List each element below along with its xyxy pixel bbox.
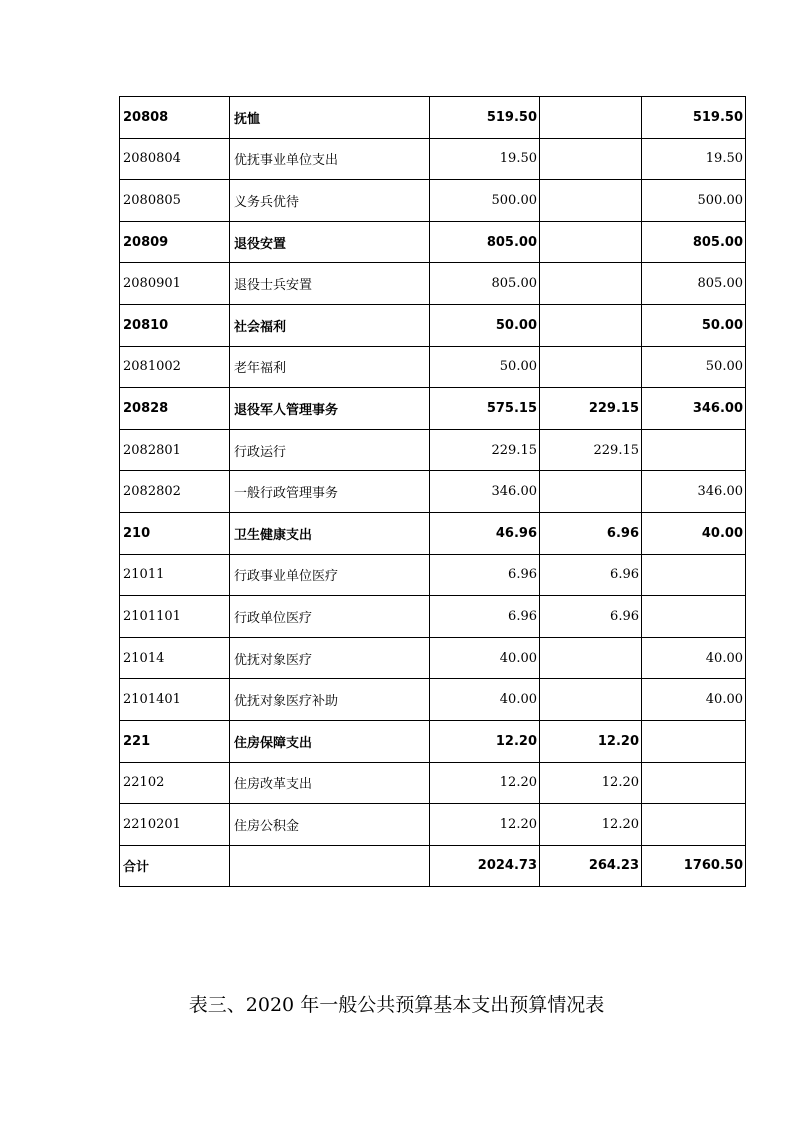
cell-name: 优抚对象医疗补助 [230, 679, 430, 721]
cell-project [642, 554, 746, 596]
cell-name: 优抚对象医疗 [230, 637, 430, 679]
table-row [120, 304, 746, 346]
cell-total: 500.00 [430, 180, 540, 222]
cell-name: 卫生健康支出 [230, 512, 430, 554]
cell-name: 义务兵优待 [230, 180, 430, 222]
cell-total: 805.00 [430, 263, 540, 305]
table-row [120, 845, 746, 887]
cell-name: 退役士兵安置 [230, 263, 430, 305]
cell-name: 老年福利 [230, 346, 430, 388]
table-row [120, 388, 746, 430]
cell-basic: 229.15 [540, 429, 642, 471]
cell-project: 805.00 [642, 221, 746, 263]
cell-name: 一般行政管理事务 [230, 471, 430, 513]
cell-name: 优抚事业单位支出 [230, 138, 430, 180]
table-row [120, 471, 746, 513]
cell-total: 40.00 [430, 679, 540, 721]
cell-total: 575.15 [430, 388, 540, 430]
cell-code: 2081002 [120, 346, 230, 388]
cell-code: 221 [120, 720, 230, 762]
cell-total: 805.00 [430, 221, 540, 263]
cell-basic: 12.20 [540, 804, 642, 846]
cell-total: 6.96 [430, 596, 540, 638]
cell-basic [540, 221, 642, 263]
cell-basic [540, 637, 642, 679]
cell-project: 50.00 [642, 304, 746, 346]
cell-project: 50.00 [642, 346, 746, 388]
cell-project: 19.50 [642, 138, 746, 180]
cell-code: 2080804 [120, 138, 230, 180]
table-row [120, 554, 746, 596]
cell-basic [540, 138, 642, 180]
cell-name: 行政单位医疗 [230, 596, 430, 638]
table-row [120, 97, 746, 139]
cell-project: 40.00 [642, 512, 746, 554]
cell-basic [540, 263, 642, 305]
cell-code: 21011 [120, 554, 230, 596]
cell-code: 210 [120, 512, 230, 554]
cell-basic [540, 97, 642, 139]
cell-code: 20808 [120, 97, 230, 139]
cell-basic: 6.96 [540, 596, 642, 638]
cell-code: 2101101 [120, 596, 230, 638]
budget-table [119, 96, 746, 887]
cell-total: 19.50 [430, 138, 540, 180]
cell-name: 住房改革支出 [230, 762, 430, 804]
cell-project [642, 429, 746, 471]
cell-basic [540, 471, 642, 513]
cell-total: 6.96 [430, 554, 540, 596]
cell-project [642, 596, 746, 638]
cell-total: 40.00 [430, 637, 540, 679]
cell-code: 20810 [120, 304, 230, 346]
cell-code: 2080901 [120, 263, 230, 305]
cell-total: 12.20 [430, 720, 540, 762]
cell-code: 2082802 [120, 471, 230, 513]
table-row [120, 720, 746, 762]
table-row [120, 429, 746, 471]
cell-project: 346.00 [642, 388, 746, 430]
cell-name: 行政事业单位医疗 [230, 554, 430, 596]
cell-project: 805.00 [642, 263, 746, 305]
cell-basic: 12.20 [540, 720, 642, 762]
cell-code: 22102 [120, 762, 230, 804]
cell-name: 行政运行 [230, 429, 430, 471]
cell-code: 2101401 [120, 679, 230, 721]
table-row [120, 138, 746, 180]
cell-project: 40.00 [642, 679, 746, 721]
cell-name: 抚恤 [230, 97, 430, 139]
table-row [120, 263, 746, 305]
cell-name: 社会福利 [230, 304, 430, 346]
cell-project: 40.00 [642, 637, 746, 679]
cell-code: 2210201 [120, 804, 230, 846]
cell-total: 229.15 [430, 429, 540, 471]
cell-total: 2024.73 [430, 845, 540, 887]
cell-project [642, 762, 746, 804]
cell-code: 2082801 [120, 429, 230, 471]
cell-total: 46.96 [430, 512, 540, 554]
cell-project [642, 720, 746, 762]
cell-basic: 264.23 [540, 845, 642, 887]
table-row [120, 596, 746, 638]
cell-project: 346.00 [642, 471, 746, 513]
cell-total: 50.00 [430, 346, 540, 388]
cell-code: 合计 [120, 845, 230, 887]
cell-code: 20809 [120, 221, 230, 263]
cell-total: 12.20 [430, 804, 540, 846]
cell-code: 21014 [120, 637, 230, 679]
cell-basic [540, 180, 642, 222]
cell-project [642, 804, 746, 846]
cell-total: 50.00 [430, 304, 540, 346]
cell-name: 退役军人管理事务 [230, 388, 430, 430]
table-row [120, 346, 746, 388]
cell-total: 519.50 [430, 97, 540, 139]
cell-project: 1760.50 [642, 845, 746, 887]
cell-basic: 6.96 [540, 512, 642, 554]
cell-basic: 12.20 [540, 762, 642, 804]
table-row [120, 221, 746, 263]
cell-name: 退役安置 [230, 221, 430, 263]
table-row [120, 762, 746, 804]
cell-basic [540, 304, 642, 346]
cell-basic [540, 679, 642, 721]
cell-total: 346.00 [430, 471, 540, 513]
cell-name: 住房保障支出 [230, 720, 430, 762]
table-caption: 表三、2020 年一般公共预算基本支出预算情况表 [188, 994, 605, 1016]
table-row [120, 512, 746, 554]
cell-project: 500.00 [642, 180, 746, 222]
cell-project: 519.50 [642, 97, 746, 139]
table-row [120, 804, 746, 846]
cell-basic: 6.96 [540, 554, 642, 596]
budget-table-body [120, 97, 746, 887]
cell-basic: 229.15 [540, 388, 642, 430]
table-row [120, 180, 746, 222]
cell-code: 20828 [120, 388, 230, 430]
cell-basic [540, 346, 642, 388]
table-row [120, 637, 746, 679]
cell-total: 12.20 [430, 762, 540, 804]
cell-name: 住房公积金 [230, 804, 430, 846]
cell-code: 2080805 [120, 180, 230, 222]
cell-name [230, 845, 430, 887]
table-row [120, 679, 746, 721]
